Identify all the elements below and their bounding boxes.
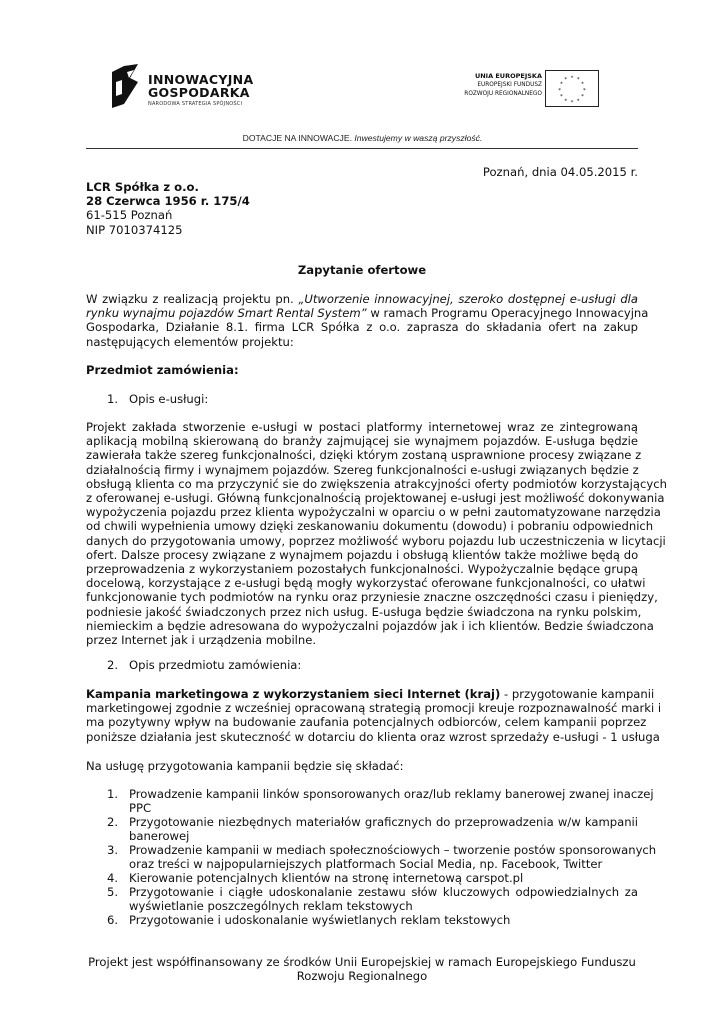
description-line: funkcjonowanie tych podmiotów na rynku oraz przyniesie znaczne oszczędności czasu i pieniędzy, xyxy=(86,590,658,605)
header-tagline xyxy=(0,133,725,143)
recipient-street: 28 Czerwca 1956 r. 175/4 xyxy=(86,194,250,209)
service-line: PPC xyxy=(129,801,152,816)
intro-text: W związku z realizacją projektu pn. xyxy=(86,292,299,306)
svg-text:*: * xyxy=(564,98,568,105)
service-line: Przygotowanie i ciągłe udoskonalanie zestawu słów kluczowych odpowiedzialnych za xyxy=(129,885,638,899)
description-line: obsługą klienta co ma przyczynić sie do zwiększenia atrakcyjności oferty podmiotów korzystających xyxy=(86,476,667,491)
description-line: z oferowanej e-usługi. Główną funkcjonalnością projektowanej e-usługi jest możliwość dokonywania xyxy=(86,491,665,506)
campaign-line-3: ma pozytywny wpływ na budowanie zaufania potencjalnych odbiorców, celem kampanii poprzez xyxy=(86,715,647,730)
tagline-main: DOTACJE NA INNOWACJE. xyxy=(242,133,352,143)
funding-footer xyxy=(86,955,638,983)
service-number: 1. xyxy=(107,787,119,801)
section-heading: Przedmiot zamówienia: xyxy=(86,363,239,377)
list-number: 1. xyxy=(107,392,119,406)
description-line: od chwili wypełnienia umowy dzięki zeskanowaniu dokumentu (dowodu) i pobraniu odpowiednich xyxy=(86,519,654,534)
campaign-line-1 xyxy=(86,687,655,701)
footer-line-1: Projekt jest współfinansowany ze środków Unii Europejskiej w ramach Europejskiego Funduszu xyxy=(88,955,636,969)
description-line: wypożyczenia pojazdu przez klienta wypożyczalni w oparciu o w pełni zautomatyzowane narzędzia xyxy=(86,505,661,520)
tagline-italic: Inwestujemy w waszą przyszłość. xyxy=(354,133,483,143)
intro-line-2 xyxy=(86,306,649,321)
service-number: 2. xyxy=(107,815,119,829)
description-line: niemieckim a będzie adresowana do wypożyczalni pojazdów jak i ich klientów. Bedzie świadczona xyxy=(86,618,654,633)
service-line: Kierowanie potencjalnych klientów na stronę internetową carspot.pl xyxy=(129,871,524,885)
recipient-company: LCR Spółka z o.o. xyxy=(86,180,199,194)
service-line: Przygotowanie i udoskonalanie wyświetlanych reklam tekstowych xyxy=(129,913,511,927)
service-intro: Na usługę przygotowania kampanii będzie się składać: xyxy=(86,759,404,773)
intro-line-1 xyxy=(86,292,638,306)
eu-logo-text xyxy=(446,72,542,98)
service-line: oraz treści w najpopularniejszych platformach Social Media, np. Facebook, Twitter xyxy=(129,857,603,872)
project-title-part2: rynku wynajmu pojazdów Smart Rental System” xyxy=(86,306,367,321)
description-line: ofert. Dalsze procesy związane z wynajmem pojazdu i obsługą klientów także możliwe będą do xyxy=(86,547,639,562)
intro-paragraph xyxy=(86,292,649,349)
svg-text:*: * xyxy=(576,77,580,84)
recipient-block xyxy=(86,180,386,237)
project-title-part1: „Utworzenie innowacyjnej, szeroko dostępnej e-usługi dla xyxy=(298,292,638,306)
ig-logo-line3: NARODOWA STRATEGIA SPÓJNOŚCI xyxy=(148,101,243,107)
service-line: Przygotowanie niezbędnych materiałów graficznych do przeprowadzenia w/w kampanii xyxy=(129,815,638,829)
list-label: Opis przedmiotu zamówienia: xyxy=(129,658,302,672)
description-line: przeprowadzenia z wykorzystaniem pozostałych funkcjonalności. Wypożyczalnie będące grupą xyxy=(86,562,638,577)
service-line: Prowadzenie kampanii linków sponsorowanych oraz/lub reklamy banerowej zwanej inaczej xyxy=(129,787,654,801)
description-line: zawierała także szereg funkcjonalności, dzięki którym zostaną usprawnione procesy związane z xyxy=(86,448,642,463)
innowacyjna-gospodarka-logo xyxy=(110,64,270,112)
service-number: 5. xyxy=(107,885,119,899)
recipient-nip: NIP 7010374125 xyxy=(86,222,183,237)
campaign-line-4: poniższe działania jest skuteczność w dotarciu do klienta oraz wzrost sprzedaży e-usługi - 1 usługa xyxy=(86,729,660,744)
eu-flag-icon xyxy=(545,70,599,107)
description-line: aplikacją mobilną skierowaną do branży zajmującej sie wynajmem pojazdów. E-usługa będzie xyxy=(86,434,638,449)
service-number: 4. xyxy=(107,871,119,885)
description-line: działalnością firmy i wynajmem pojazdów. Szereg funkcjonalności e-usługi związanych będzie z xyxy=(86,462,639,477)
description-paragraph xyxy=(86,420,667,648)
intro-line-4: następujących elementów projektu: xyxy=(86,334,294,349)
ig-logo-line1: INNOWACYJNA xyxy=(148,72,254,87)
svg-text:*: * xyxy=(558,87,562,94)
list-label: Opis e-usługi: xyxy=(129,392,209,406)
eu-logo-line1: UNIA EUROPEJSKA xyxy=(474,72,542,80)
svg-text:*: * xyxy=(581,81,585,88)
intro-text: w ramach Programu Operacyjnego Innowacyjna xyxy=(366,306,649,321)
footer-line-2: Rozwoju Regionalnego xyxy=(296,969,428,984)
svg-text:*: * xyxy=(582,87,586,94)
eu-logo xyxy=(446,70,600,108)
campaign-paragraph xyxy=(86,687,662,744)
service-line: wyświetlanie poszczególnych reklam tekstowych xyxy=(129,899,413,914)
svg-text:*: * xyxy=(581,93,585,100)
description-line: przez Internet jak i urządzenia mobilne. xyxy=(86,633,317,648)
svg-text:*: * xyxy=(576,98,580,105)
ig-logo-line2: GOSPODARKA xyxy=(148,85,250,100)
campaign-title: Kampania marketingowa z wykorzystaniem sieci Internet (kraj) xyxy=(86,687,501,701)
service-number: 3. xyxy=(107,843,119,857)
service-line: Prowadzenie kampanii w mediach społecznościowych – tworzenie postów sponsorowanych xyxy=(129,843,657,857)
eu-logo-line2: EUROPEJSKI FUNDUSZ xyxy=(477,82,542,88)
description-line: danych do przygotowania umowy, poprzez możliwość wyboru pojazdu lub uczestniczenia w licytacji xyxy=(86,533,666,548)
svg-text:*: * xyxy=(559,81,563,88)
service-number: 6. xyxy=(107,913,119,927)
description-line: Projekt zakłada stworzenie e-usługi w postaci platformy internetowej wraz ze zintegrowaną xyxy=(86,420,638,434)
header-divider xyxy=(86,148,638,149)
document-title: Zapytanie ofertowe xyxy=(297,263,427,277)
list-number: 2. xyxy=(107,658,119,672)
place-date: Poznań, dnia 04.05.2015 r. xyxy=(482,165,638,179)
svg-text:*: * xyxy=(564,77,568,84)
campaign-line-2: marketingowej zgodnie z wcześniej opracowaną strategią promocji kreuje rozpoznawalność marki i xyxy=(86,701,662,716)
description-line: docelową, korzystające z e-usługi będą mogły wykorzystać oferowane funkcjonalności, co ułatwi xyxy=(86,576,646,591)
svg-text:*: * xyxy=(570,100,574,107)
service-line: banerowej xyxy=(129,829,190,844)
ig-logo-mark-icon xyxy=(110,64,140,110)
recipient-city: 61-515 Poznań xyxy=(86,208,173,223)
svg-text:*: * xyxy=(559,93,563,100)
description-line: podniesie jakość świadczonych przez nich usług. E-usługa będzie świadczona na rynku polskim, xyxy=(86,604,642,619)
campaign-text: - przygotowanie kampanii xyxy=(500,687,655,701)
intro-line-3: Gospodarka, Działanie 8.1. firma LCR Spółka z o.o. zaprasza do składania ofert na zakup xyxy=(86,320,638,335)
svg-text:*: * xyxy=(570,75,574,82)
eu-logo-line3: ROZWOJU REGIONALNEGO xyxy=(464,90,542,97)
